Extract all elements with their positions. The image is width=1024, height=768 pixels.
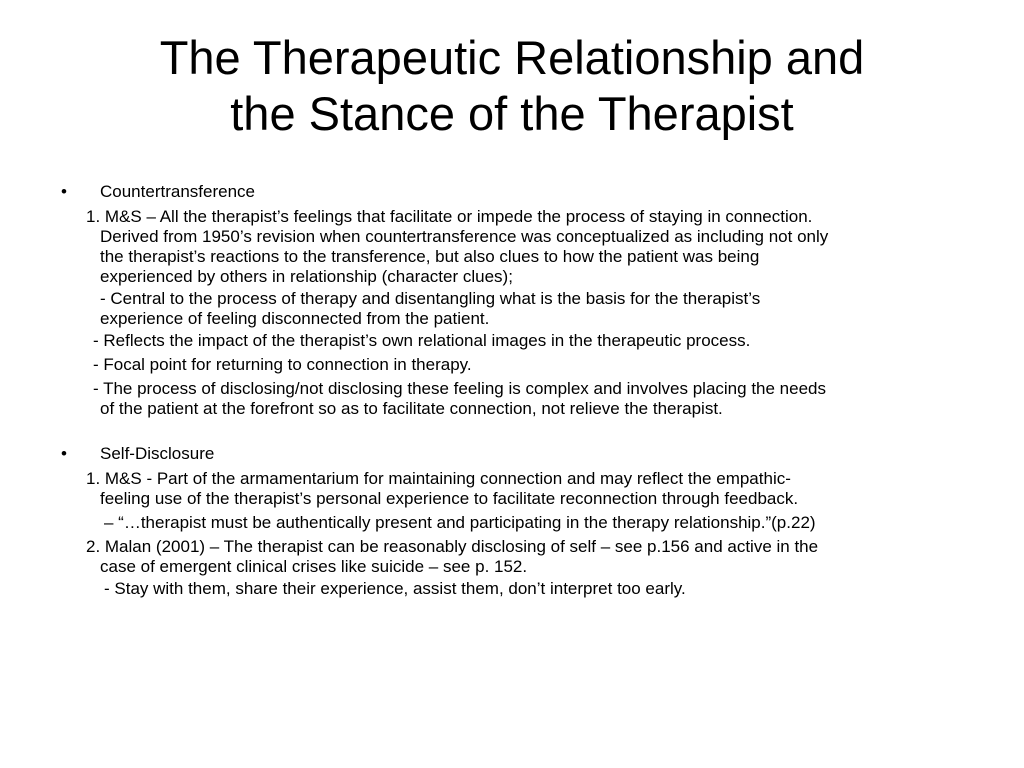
slide-title: [40, 30, 984, 142]
bullet-icon: •: [61, 182, 67, 201]
list-item: [86, 537, 818, 577]
list-item: [104, 579, 686, 599]
list-item-line: experienced by others in relationship (character clues);: [100, 267, 513, 286]
bullet-icon: •: [61, 444, 67, 463]
list-item: [93, 355, 472, 375]
list-item-line: – “…therapist must be authentically present and participating in the therapy relationship.”(p.22): [104, 513, 816, 532]
section-heading-countertransference: Countertransference: [100, 182, 255, 201]
list-item-line: 2. Malan (2001) – The therapist can be reasonably disclosing of self – see p.156 and active in the: [86, 537, 819, 556]
list-item-line: case of emergent clinical crises like suicide – see p. 152.: [100, 557, 528, 576]
slide-title-line-2: the Stance of the Therapist: [230, 87, 794, 140]
list-item-line: 1. M&S - Part of the armamentarium for maintaining connection and may reflect the empathic-: [86, 469, 791, 488]
slide-title-line-1: The Therapeutic Relationship and: [159, 31, 865, 84]
list-item: [93, 331, 750, 351]
list-item-line: - Stay with them, share their experience, assist them, don’t interpret too early.: [104, 579, 686, 598]
list-item: [86, 207, 828, 287]
list-item-line: 1. M&S – All the therapist’s feelings that facilitate or impede the process of staying in connection.: [86, 207, 813, 226]
list-item: [104, 513, 816, 533]
list-item-line: feeling use of the therapist’s personal experience to facilitate reconnection through feedback.: [100, 489, 799, 508]
list-item-line: - Focal point for returning to connection in therapy.: [93, 355, 472, 374]
list-item-line: experience of feeling disconnected from the patient.: [100, 309, 490, 328]
list-item-line: the therapist’s reactions to the transference, but also clues to how the patient was being: [100, 247, 760, 266]
list-item-line: - Central to the process of therapy and disentangling what is the basis for the therapist’s: [100, 289, 761, 308]
list-item: [100, 289, 760, 329]
list-item-line: of the patient at the forefront so as to facilitate connection, not relieve the therapist.: [100, 399, 723, 418]
list-item: [86, 469, 798, 509]
section-heading-self-disclosure: Self-Disclosure: [100, 444, 215, 463]
list-item-line: - Reflects the impact of the therapist’s own relational images in the therapeutic process.: [93, 331, 751, 350]
list-item: [93, 379, 826, 419]
list-item-line: - The process of disclosing/not disclosing these feeling is complex and involves placing the needs: [93, 379, 826, 398]
list-item-line: Derived from 1950’s revision when countertransference was conceptualized as including not only: [100, 227, 829, 246]
